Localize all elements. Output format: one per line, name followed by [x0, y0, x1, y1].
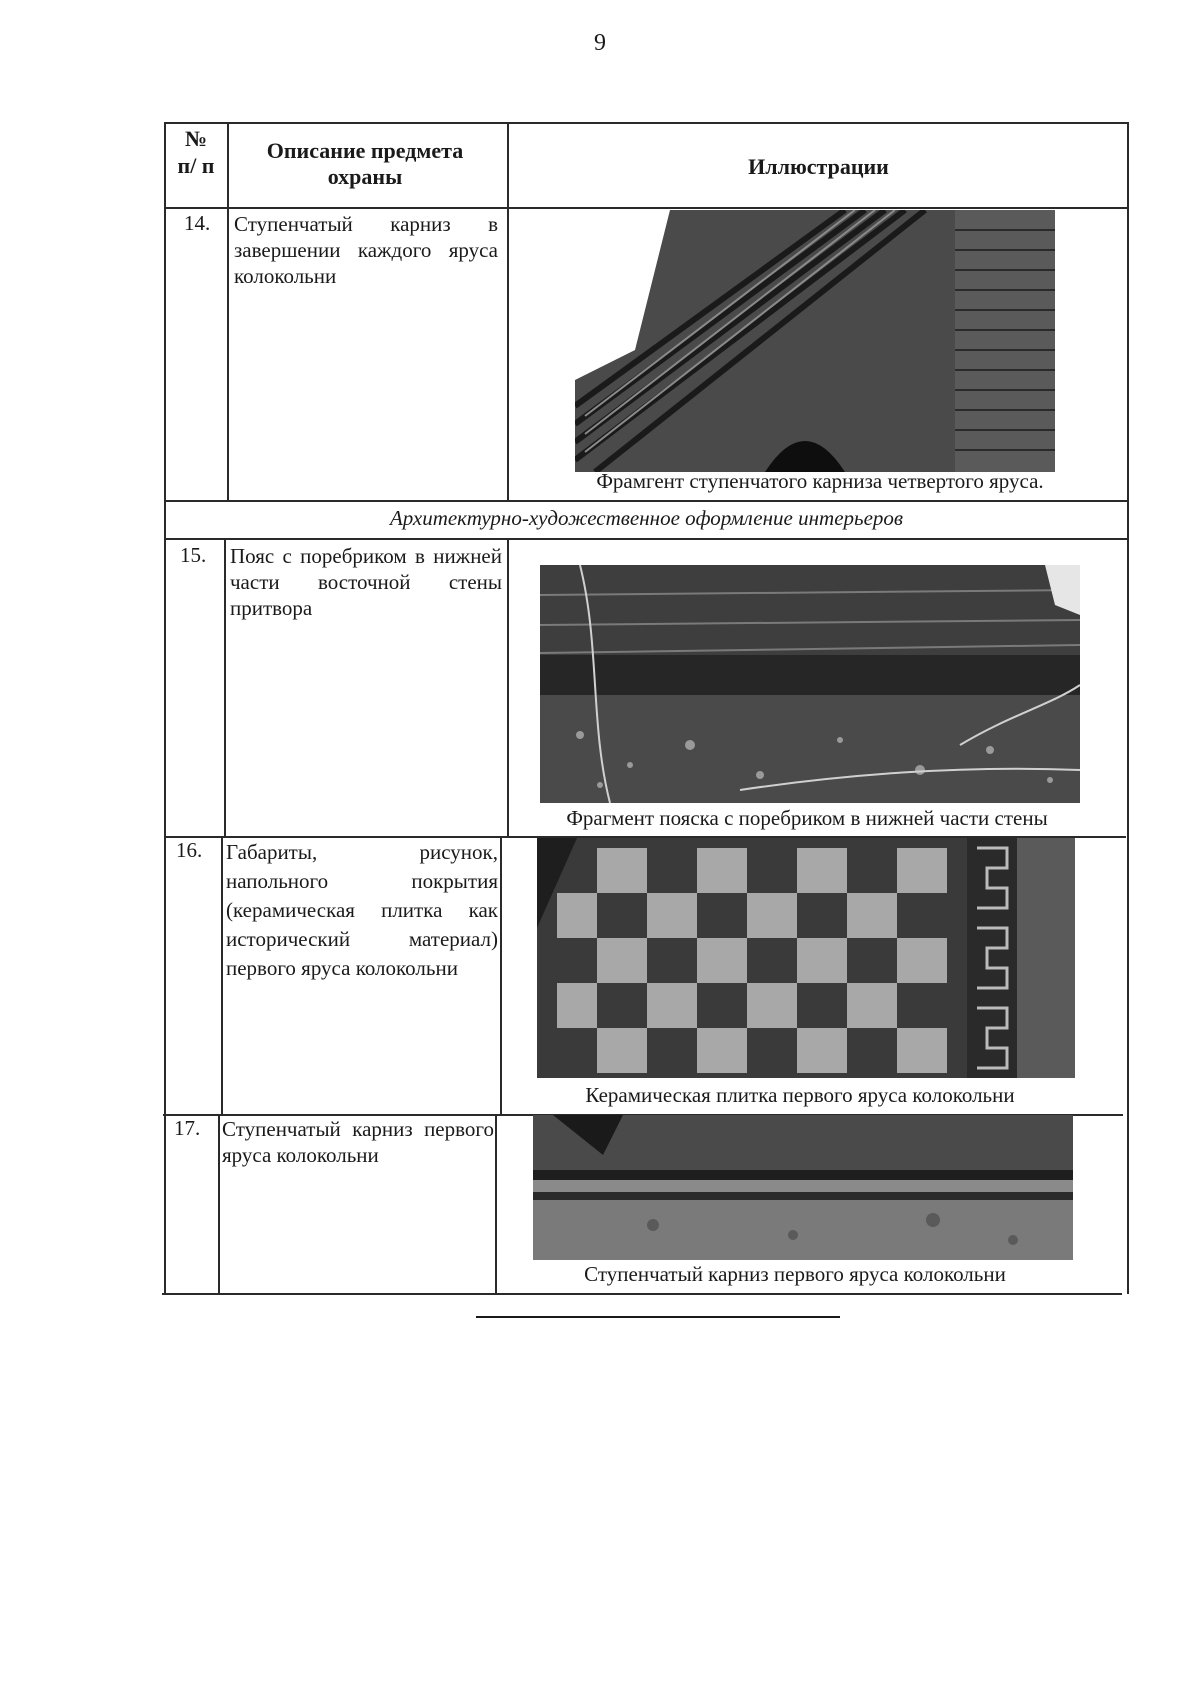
row-number: 16.	[176, 838, 203, 862]
header-num: № п/ п	[177, 126, 215, 178]
row-number: 15.	[180, 543, 207, 567]
col-sep-1	[224, 538, 226, 836]
header-description: Описание предмета охраны	[266, 138, 464, 189]
row-description: Ступенчатый карниз первого яруса колокольни	[222, 1117, 494, 1167]
photo-ceramic-floor	[537, 838, 1075, 1078]
photo-brick-belt	[540, 565, 1080, 803]
row-description: Габариты, рисунок, напольного покрытия (керамическая плитка как исторический материал) первого яруса колокольни	[226, 840, 498, 980]
col-sep-1	[227, 122, 229, 501]
photo-caption: Керамическая плитка первого яруса колокольни	[585, 1083, 1015, 1107]
photo-stepped-cornice	[533, 1115, 1073, 1260]
col-right-border	[1127, 122, 1129, 1294]
row-number: 17.	[174, 1116, 201, 1140]
col-sep-1	[218, 1114, 220, 1293]
header-illustrations: Иллюстрации	[748, 154, 889, 179]
photo-caption: Фрамгент ступенчатого карниза четвертого яруса.	[596, 469, 1044, 493]
col-sep-2	[495, 1114, 497, 1293]
photo-caption: Фрагмент пояска с поребриком в нижней части стены	[566, 806, 1048, 830]
brick-cornice-image	[575, 210, 1055, 472]
ceramic-floor-image	[537, 838, 1075, 1078]
row-number: 14.	[184, 211, 211, 235]
section-title: Архитектурно-художественное оформление интерьеров	[389, 506, 904, 530]
stepped-cornice-image	[533, 1115, 1073, 1260]
col-left-border	[164, 122, 166, 1294]
row-description: Пояс с поребриком в нижней части восточной стены притвора	[230, 544, 502, 620]
col-sep-2	[507, 122, 509, 501]
col-sep-2	[507, 538, 509, 836]
col-sep-1	[221, 836, 223, 1114]
row-14-bottom	[164, 500, 1129, 502]
table-border-bottom	[162, 1293, 1122, 1295]
table-header-bottom	[164, 207, 1129, 209]
section-bottom	[164, 538, 1129, 540]
footer-separator	[476, 1316, 840, 1318]
photo-brick-cornice	[575, 210, 1055, 472]
photo-caption: Ступенчатый карниз первого яруса колокольни	[584, 1262, 1006, 1286]
page-number: 9	[594, 30, 606, 56]
col-sep-2	[500, 836, 502, 1114]
row-description: Ступенчатый карниз в завершении каждого яруса колокольни	[234, 212, 498, 288]
brick-belt-image	[540, 565, 1080, 803]
table-border-top	[164, 122, 1129, 124]
